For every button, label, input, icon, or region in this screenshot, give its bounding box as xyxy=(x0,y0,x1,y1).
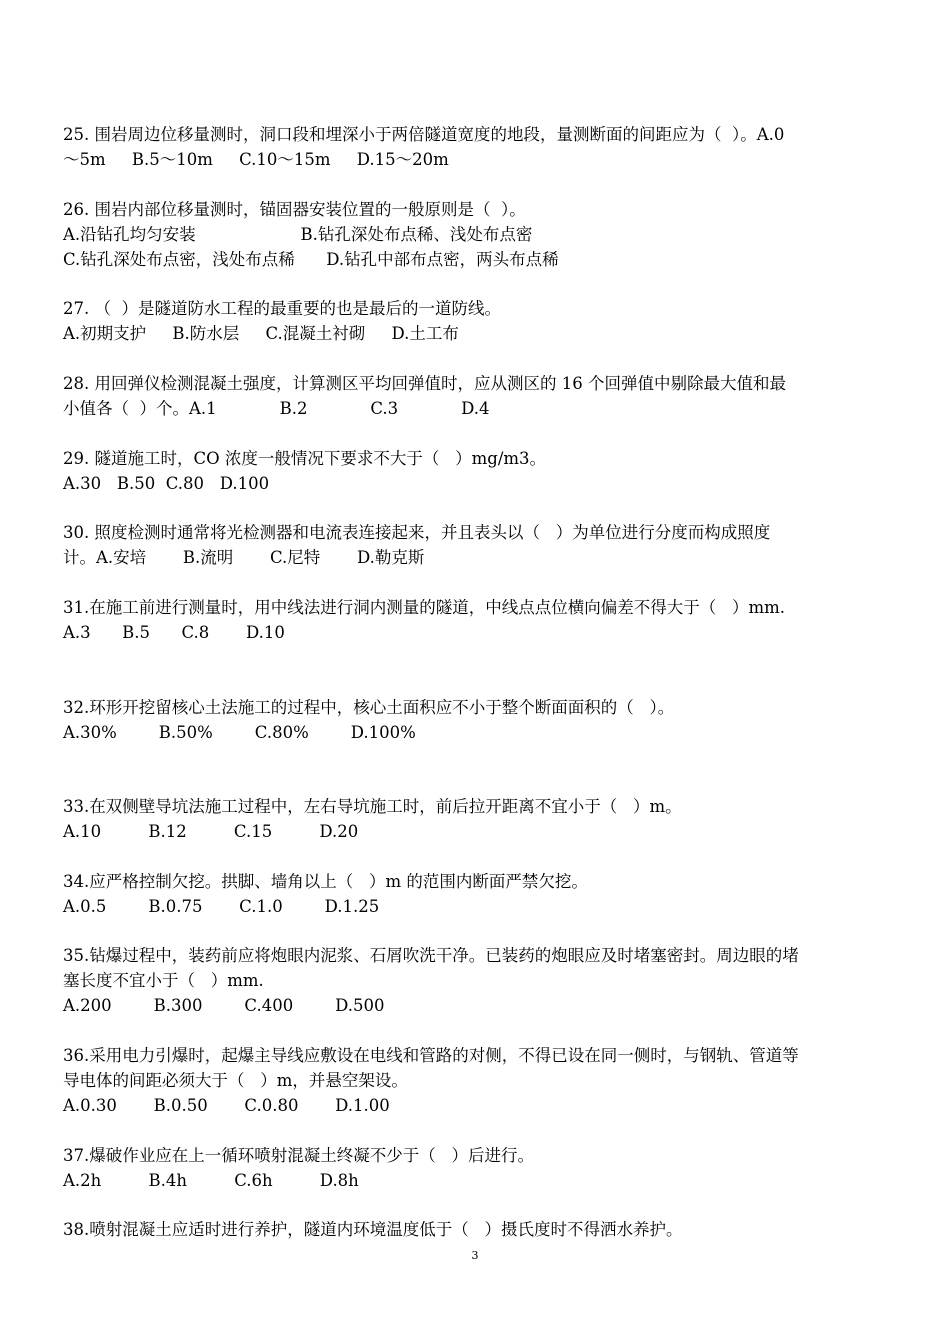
q26-options-ab: A.沿钻孔均匀安装 B.钻孔深处布点稀、浅处布点密 xyxy=(63,225,533,244)
q25-line1: 25. 围岩周边位移量测时，洞口段和埋深小于两倍隧道宽度的地段，量测断面的间距应为（ ）。A.0 xyxy=(63,125,785,144)
q35-line1: 35.钻爆过程中，装药前应将炮眼内泥浆、石屑吹洗干净。已装药的炮眼应及时堵塞密封。周边眼的堵 xyxy=(63,946,799,965)
q34-line1: 34.应严格控制欠挖。拱脚、墙角以上（ ）m 的范围内断面严禁欠挖。 xyxy=(63,872,588,891)
q33-line1: 33.在双侧壁导坑法施工过程中，左右导坑施工时，前后拉开距离不宜小于（ ）m。 xyxy=(63,797,682,816)
q35-line2: 塞长度不宜小于（ ）mm. xyxy=(63,971,264,990)
q26-line1: 26. 围岩内部位移量测时，锚固器安装位置的一般原则是（ ）。 xyxy=(63,200,526,219)
q29-options: A.30 B.50 C.80 D.100 xyxy=(63,474,270,493)
q26-options-cd: C.钻孔深处布点密，浅处布点稀 D.钻孔中部布点密，两头布点稀 xyxy=(63,250,559,269)
page-number: 3 xyxy=(471,1249,479,1262)
q38-line1: 38.喷射混凝土应适时进行养护，隧道内环境温度低于（ ）摄氏度时不得洒水养护。 xyxy=(63,1220,683,1239)
q35-options: A.200 B.300 C.400 D.500 xyxy=(63,996,385,1015)
q28-line1: 28. 用回弹仪检测混凝土强度，计算测区平均回弹值时，应从测区的 16 个回弹值中剔除最大值和最 xyxy=(63,374,786,393)
q28-line2: 小值各（ ）个。A.1 B.2 C.3 D.4 xyxy=(63,399,490,418)
q31-line1: 31.在施工前进行测量时，用中线法进行洞内测量的隧道，中线点点位横向偏差不得大于（ ）mm. xyxy=(63,598,786,617)
q27-options: A.初期支护 B.防水层 C.混凝土衬砌 D.土工布 xyxy=(63,324,459,343)
q32-line1: 32.环形开挖留核心土法施工的过程中，核心土面积应不小于整个断面面积的（ ）。 xyxy=(63,698,675,717)
q27-line1: 27. （ ）是隧道防水工程的最重要的也是最后的一道防线。 xyxy=(63,299,501,318)
q36-line1: 36.采用电力引爆时，起爆主导线应敷设在电线和管路的对侧，不得已设在同一侧时，与钢轨、管道等 xyxy=(63,1046,799,1065)
q37-line1: 37.爆破作业应在上一循环喷射混凝土终凝不少于（ ）后进行。 xyxy=(63,1146,534,1165)
q34-options: A.0.5 B.0.75 C.1.0 D.1.25 xyxy=(63,897,380,916)
q36-line2: 导电体的间距必须大于（ ）m，并悬空架设。 xyxy=(63,1071,408,1090)
q33-options: A.10 B.12 C.15 D.20 xyxy=(63,822,359,841)
q29-line1: 29. 隧道施工时，CO 浓度一般情况下要求不大于（ ）mg/m3。 xyxy=(63,449,547,468)
q30-line2: 计。A.安培 B.流明 C.尼特 D.勒克斯 xyxy=(63,548,425,567)
q25-line2: ～5m B.5～10m C.10～15m D.15～20m xyxy=(63,150,449,169)
q30-line1: 30. 照度检测时通常将光检测器和电流表连接起来，并且表头以（ ）为单位进行分度而构成照度 xyxy=(63,523,771,542)
q31-options: A.3 B.5 C.8 D.10 xyxy=(63,623,285,642)
q32-options: A.30% B.50% C.80% D.100% xyxy=(63,723,416,742)
q36-options: A.0.30 B.0.50 C.0.80 D.1.00 xyxy=(63,1096,390,1115)
q37-options: A.2h B.4h C.6h D.8h xyxy=(63,1171,359,1190)
